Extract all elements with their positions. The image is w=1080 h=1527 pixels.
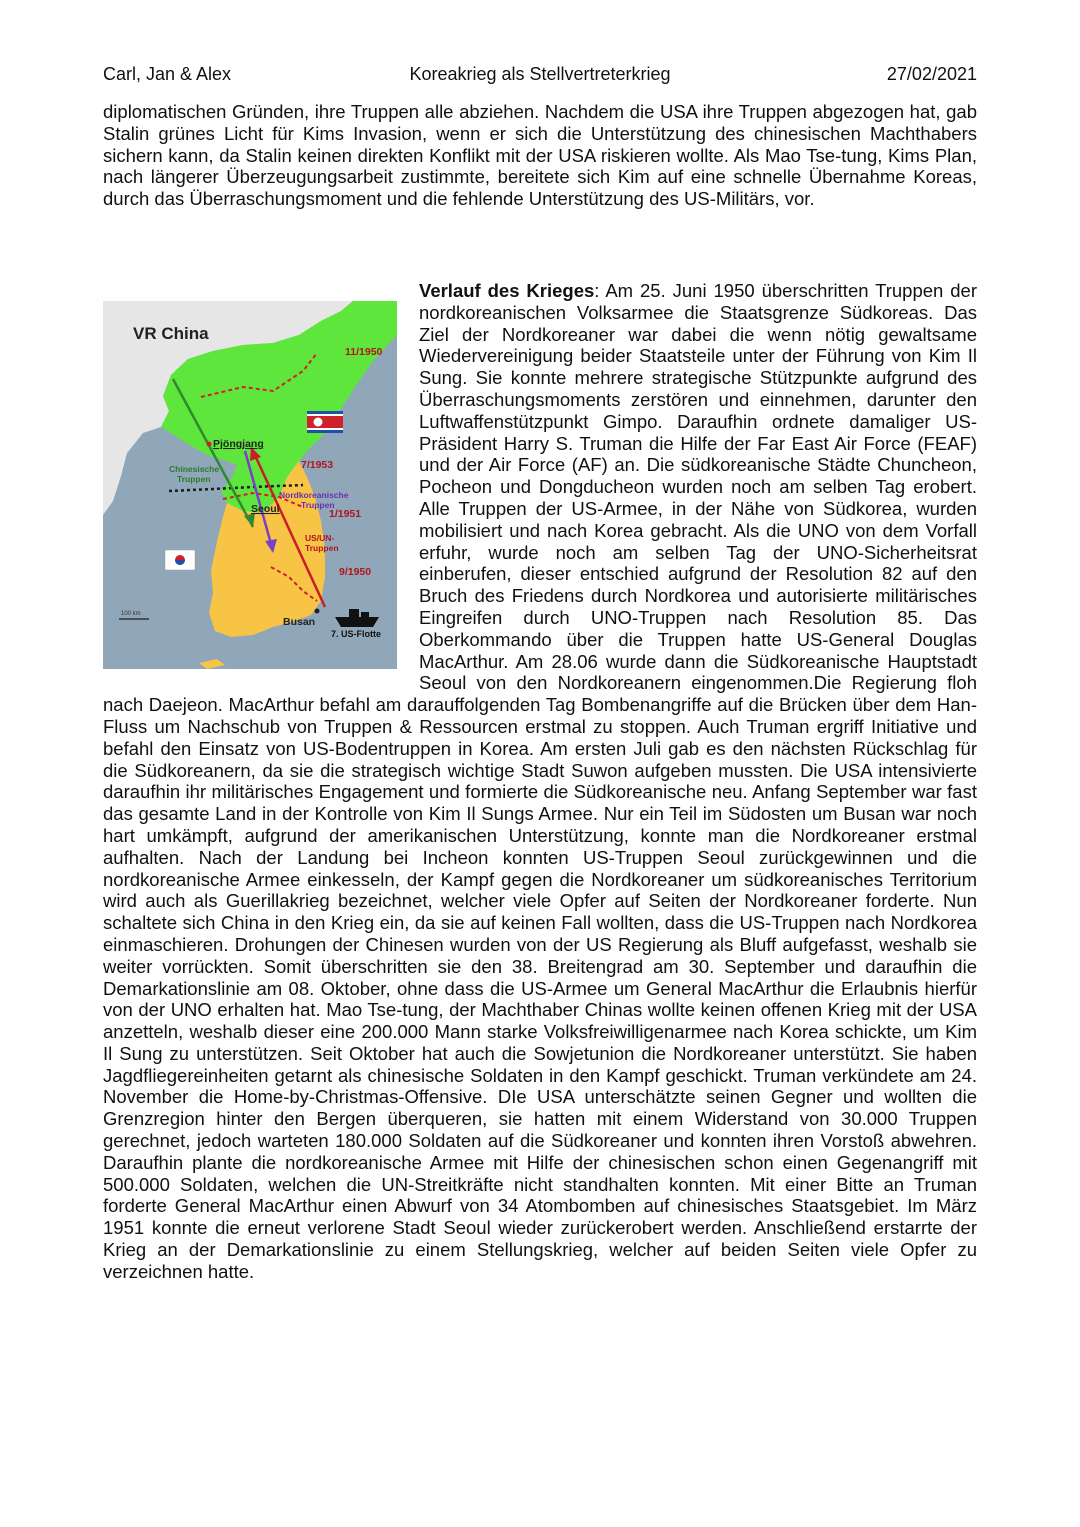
label-us-fleet: 7. US-Flotte bbox=[331, 629, 382, 639]
north-korea-flag-icon bbox=[307, 411, 343, 433]
label-date-11-1950: 11/1950 bbox=[345, 346, 383, 358]
section-heading: Verlauf des Krieges bbox=[419, 280, 595, 301]
busan-marker bbox=[315, 609, 320, 614]
label-nk-troops-2: Truppen bbox=[301, 500, 335, 510]
pyongyang-marker bbox=[207, 442, 212, 447]
label-date-9-1950: 9/1950 bbox=[339, 566, 372, 578]
header-title: Koreakrieg als Stellvertreterkrieg bbox=[409, 64, 671, 84]
label-date-1-1951: 1/1951 bbox=[329, 508, 362, 520]
header-authors: Carl, Jan & Alex bbox=[103, 64, 232, 84]
intro-paragraph: diplomatischen Gründen, ihre Truppen alle abziehen. Nachdem die USA ihre Truppen abgezogen hat, gab Stalin grünes Licht für Kims Invasion, wenn er sich die Unterstützung des chinesischen Machthabers sichern kann, da Stalin keinen direkten Konflikt mit der USA riskieren wollte. Als Mao Tse-tung, Kims Plan, nach längerer Überzeugungsarbeit zustimmte, bereitete sich Kim auf eine schnelle Übernahme Koreas, durch das Überraschungsmoment und die fehlende Unterstützung des US-Militärs, vor. bbox=[103, 101, 977, 210]
page-header bbox=[103, 62, 977, 88]
label-chinese-troops-2: Truppen bbox=[177, 474, 211, 484]
label-china: VR China bbox=[133, 324, 209, 343]
label-un-troops-1: US/UN- bbox=[305, 533, 335, 543]
label-date-7-1953: 7/1953 bbox=[301, 459, 334, 471]
label-scale: 100 km bbox=[121, 611, 141, 617]
korea-war-map-svg bbox=[103, 301, 397, 669]
label-seoul: Seoul bbox=[251, 503, 280, 515]
label-un-troops-2: Truppen bbox=[305, 543, 339, 553]
south-korea-flag-icon bbox=[165, 550, 195, 570]
korea-war-map bbox=[103, 301, 397, 669]
label-pyongyang: Pjöngjang bbox=[213, 438, 264, 450]
war-course-section bbox=[103, 280, 977, 1283]
section-body: : Am 25. Juni 1950 überschritten Truppen der nordkoreanischen Volksarmee die Staatsgrenze Südkoreas. Das Ziel der Nordkoreaner war dabei die wenn nötig gewaltsame Wiedervereinigung beider Staatsteile unter der Führung von Kim Il Sung. Sie konnte mehrere strategische Stützpunkte aufgrund des Überraschungsmoments zerstören und einnehmen, darunter den Luftwaffenstützpunkt Gimpo. Daraufhin ordnete damaliger US-Präsident Harry S. Truman die Hilfe der Far East Air Force (FEAF) und der Air Force (AF) an. Die südkoreanische Städte Chuncheon, Pocheon und Dongducheon wurden noch am selben Tag erobert. Alle Truppen der US-Armee, in der Nähe von Südkorea, wurden mobilisiert und nach Korea gebracht. Als die UNO von dem Vorfall erfuhr, wurde noch am selben Tag der UNO-Sicherheitsrat einberufen, dieser entschied aufgrund der Resolution 82 auf den Bruch des Friedens durch Nordkorea und autorisierte militärisches Eingreifen durch UNO-Truppen nach Resolution 85. Das Oberkommando über die Truppen hatte US-General Douglas MacArthur. Am 28.06 wurde dann die Südkoreanische Hauptstadt Seoul von den Nordkoreanern eingenommen.Die Regierung floh nach Daejeon. MacArthur befahl am darauffolgenden Tag Bombenangriffe auf die Brücken über dem Han-Fluss um Nachschub von Truppen & Ressourcen erstmal zu stoppen. Auch Truman ergriff Initiative und befahl den Einsatz von US-Bodentruppen in Korea. Am ersten Juli gab es den nächsten Rückschlag für die Südkoreanern, da sie die strategisch wichtige Stadt Suwon aufgeben mussten. Die USA intensivierte daraufhin ihr militärisches Engagement und formierte die Südkoreanische neu. Anfang September war fast das gesamte Land in der Kontrolle von Kim Il Sungs Armee. Nur ein Teil im Südosten um Busan war noch hart umkämpft, aufgrund der amerikanischen Unterstützung, konnte man die Nordkoreaner erstmal aufhalten. Nach der Landung bei Incheon konnten US-Truppen Seoul zurückgewinnen und die nordkoreanische Armee einkesseln, der Kampf gegen die Nordkoreaner um südkoreanisches Territorium wird auch als Guerillakrieg bezeichnet, welcher viele Opfer auf Seiten der Nordkoreaner forderte. Nun schaltete sich China in den Krieg ein, da sie auf keinen Fall wollten, dass die US-Truppen nach Nordkorea einmaschieren. Drohungen der Chinesen wurden von der US Regierung als Bluff aufgefasst, weshalb sie weiter vorrückten. Somit überschritten sie den 38. Breitengrad am 30. September und daraufhin die Demarkationslinie am 08. Oktober, ohne dass die US-Armee um General MacArthur die Erlaubnis hierfür von der UNO erhalten hat. Mao Tse-tung, der Machthaber Chinas wollte keinen offenen Krieg mit der USA anzetteln, weshalb dieser eine 200.000 Mann starke Volksfreiwilligenarmee nach Korea schickte, um Kim Il Sung zu unterstützen. Seit Oktober hat auch die Sowjetunion die Nordkoreaner unterstützt. Sie haben Jagdfliegereinheiten getarnt als chinesische Soldaten in den Kampf geschickt. Truman verkündete am 24. November die Home-by-Christmas-Offensive. DIe USA unterschätzte seinen Gegner und wollten die Grenzregion hinter den Bergen überqueren, sie hatten mit einem Widerstand von 30.000 Truppen gerechnet, jedoch warteten 180.000 Soldaten auf die Südkoreaner und konnten ihren Vorstoß abwehren. Daraufhin plante die nordkoreanische Armee mit Hilfe der chinesischen schon einen Gegenangriff mit 500.000 Soldaten, welchen die UN-Streitkräfte nicht standhalten konnten. Mit einer Bitte an Truman forderte General MacArthur einen Abwurf von 34 Atombomben auf chinesisches Staatsgebiet. Im März 1951 konnte die erneut verlorene Stadt Seoul wieder zurückerobert werden. Anschließend erstarrte der Krieg an der Demarkationslinie zu einem Stellungskrieg, welcher auf beiden Seiten viele Opfer zu verzeichnen hatte. bbox=[103, 280, 977, 1282]
label-busan: Busan bbox=[283, 616, 316, 628]
header-date: 27/02/2021 bbox=[886, 64, 977, 84]
label-nk-troops-1: Nordkoreanische bbox=[279, 490, 349, 500]
label-chinese-troops-1: Chinesische bbox=[169, 464, 220, 474]
